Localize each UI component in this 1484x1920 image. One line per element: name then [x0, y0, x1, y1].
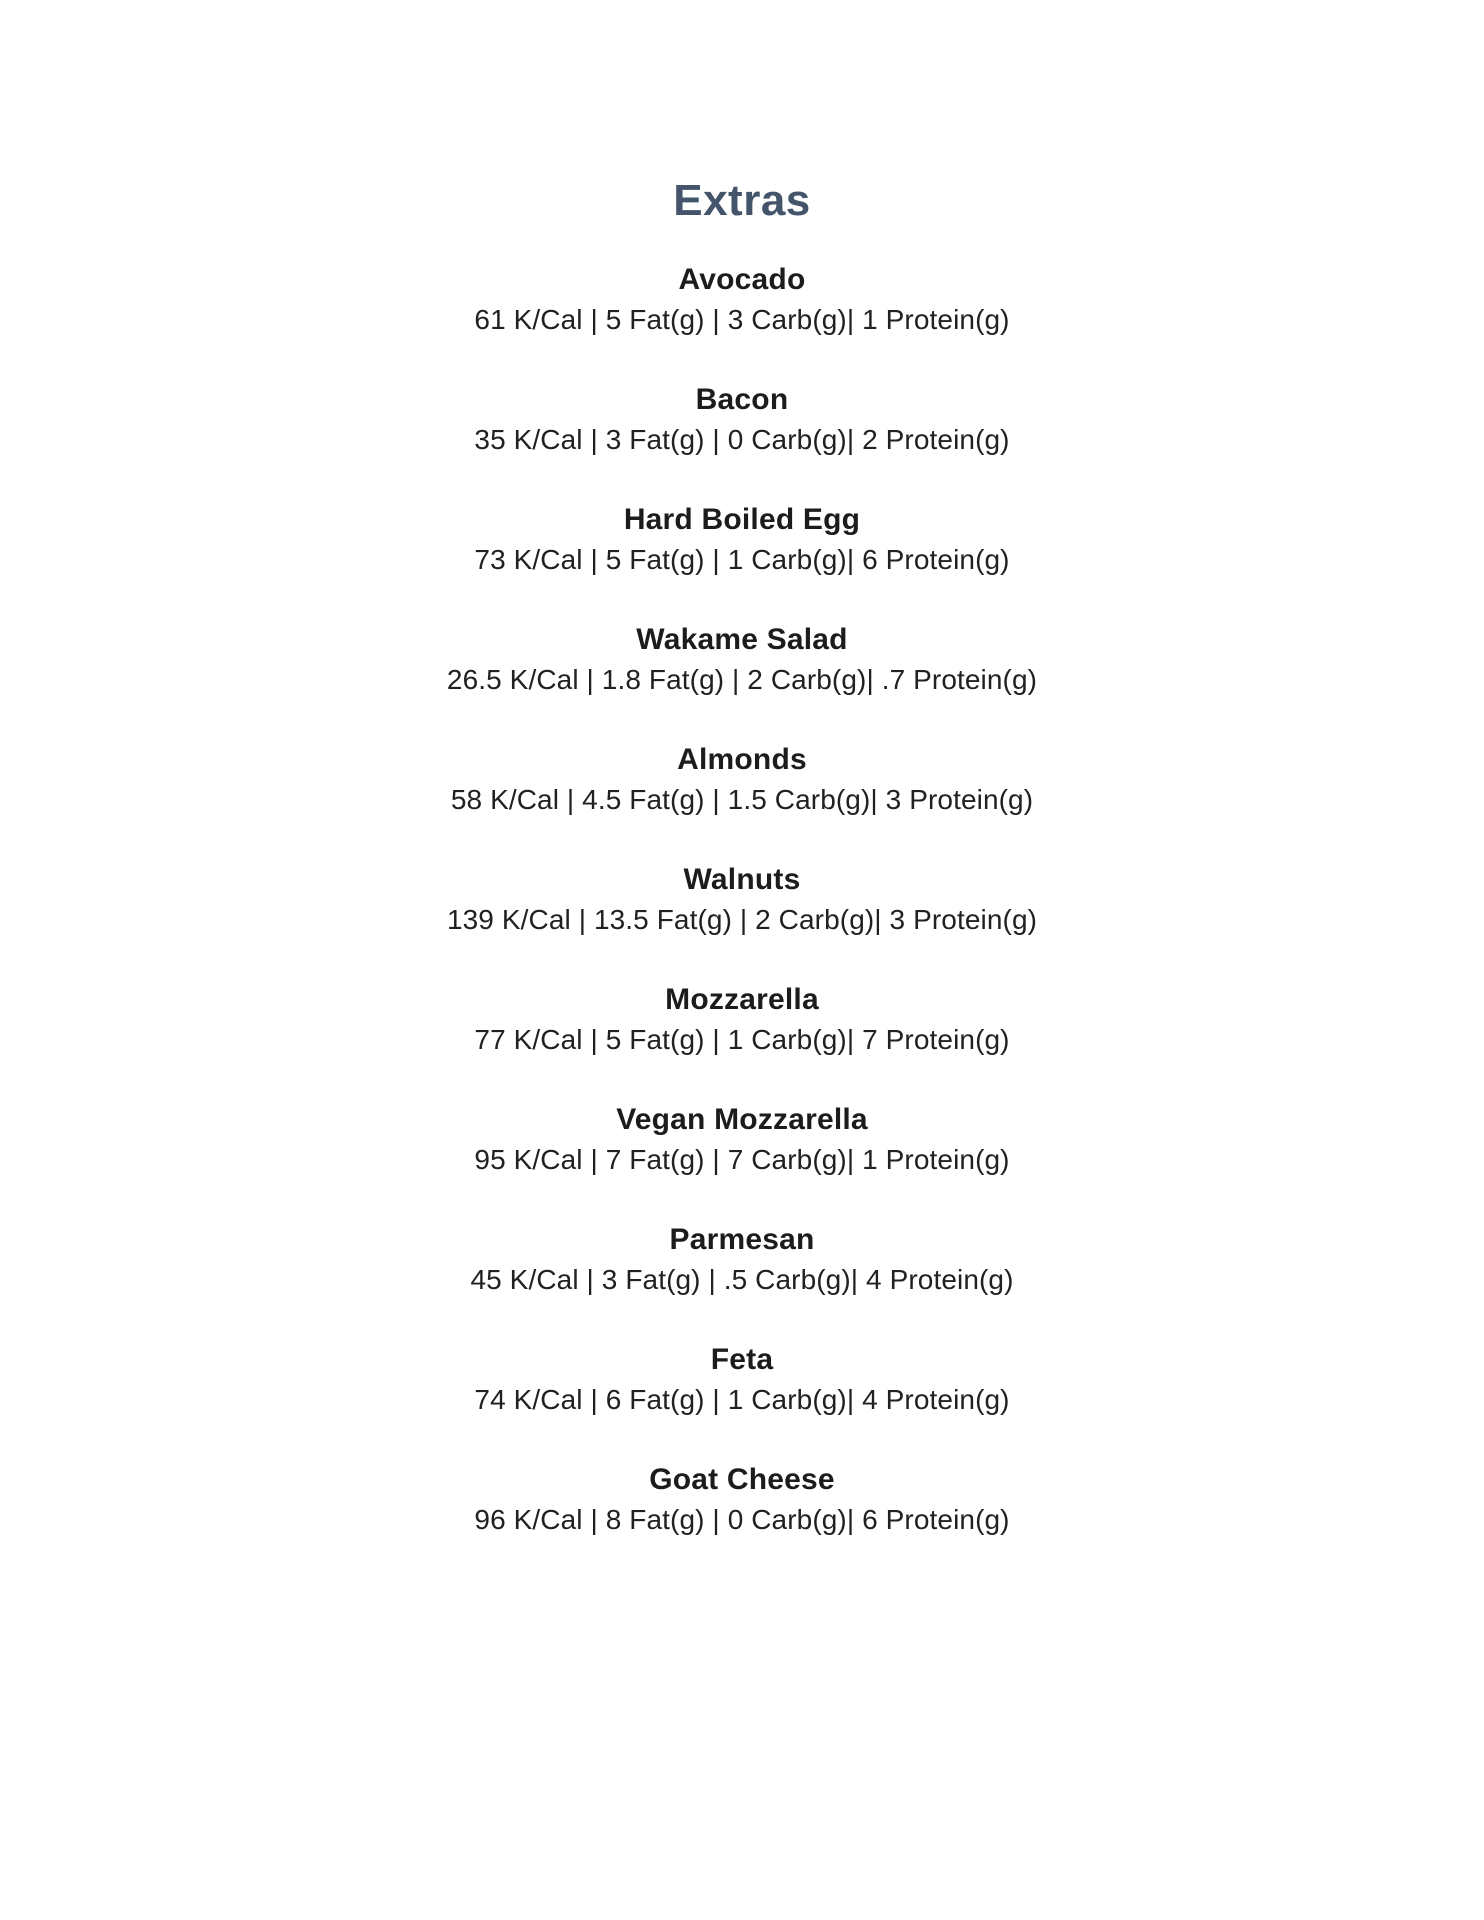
item-name: Mozzarella — [665, 983, 819, 1016]
item-stats: 26.5 K/Cal | 1.8 Fat(g) | 2 Carb(g)| .7 Protein(g) — [446, 664, 1038, 695]
item-stats: 96 K/Cal | 8 Fat(g) | 0 Carb(g)| 6 Protein(g) — [474, 1504, 1010, 1535]
item-stats: 58 K/Cal | 4.5 Fat(g) | 1.5 Carb(g)| 3 Protein(g) — [450, 784, 1034, 815]
menu-item — [0, 980, 1484, 1060]
item-name: Parmesan — [669, 1223, 815, 1256]
menu-item — [0, 1460, 1484, 1540]
item-stats: 45 K/Cal | 3 Fat(g) | .5 Carb(g)| 4 Protein(g) — [470, 1264, 1014, 1295]
menu-item — [0, 620, 1484, 700]
item-name: Vegan Mozzarella — [616, 1103, 868, 1136]
menu-item — [0, 260, 1484, 340]
item-name: Bacon — [695, 383, 789, 416]
menu-item — [0, 1100, 1484, 1180]
menu-item — [0, 380, 1484, 460]
menu-items — [0, 260, 1484, 1540]
menu-item — [0, 740, 1484, 820]
item-stats: 73 K/Cal | 5 Fat(g) | 1 Carb(g)| 6 Protein(g) — [474, 544, 1010, 575]
item-stats: 61 K/Cal | 5 Fat(g) | 3 Carb(g)| 1 Protein(g) — [474, 304, 1010, 335]
item-name: Goat Cheese — [649, 1463, 835, 1496]
menu-item — [0, 500, 1484, 580]
page-title: Extras — [673, 176, 811, 225]
item-name: Hard Boiled Egg — [623, 503, 861, 536]
item-stats: 74 K/Cal | 6 Fat(g) | 1 Carb(g)| 4 Protein(g) — [474, 1384, 1010, 1415]
item-stats: 139 K/Cal | 13.5 Fat(g) | 2 Carb(g)| 3 Protein(g) — [446, 904, 1038, 935]
menu-item — [0, 1220, 1484, 1300]
item-name: Feta — [710, 1343, 774, 1376]
item-stats: 35 K/Cal | 3 Fat(g) | 0 Carb(g)| 2 Protein(g) — [474, 424, 1010, 455]
item-name: Avocado — [678, 263, 806, 296]
item-name: Walnuts — [683, 863, 801, 896]
item-name: Wakame Salad — [636, 623, 848, 656]
item-name: Almonds — [677, 743, 807, 776]
item-stats: 95 K/Cal | 7 Fat(g) | 7 Carb(g)| 1 Protein(g) — [474, 1144, 1010, 1175]
menu-item — [0, 860, 1484, 940]
menu-item — [0, 1340, 1484, 1420]
item-stats: 77 K/Cal | 5 Fat(g) | 1 Carb(g)| 7 Protein(g) — [474, 1024, 1010, 1055]
